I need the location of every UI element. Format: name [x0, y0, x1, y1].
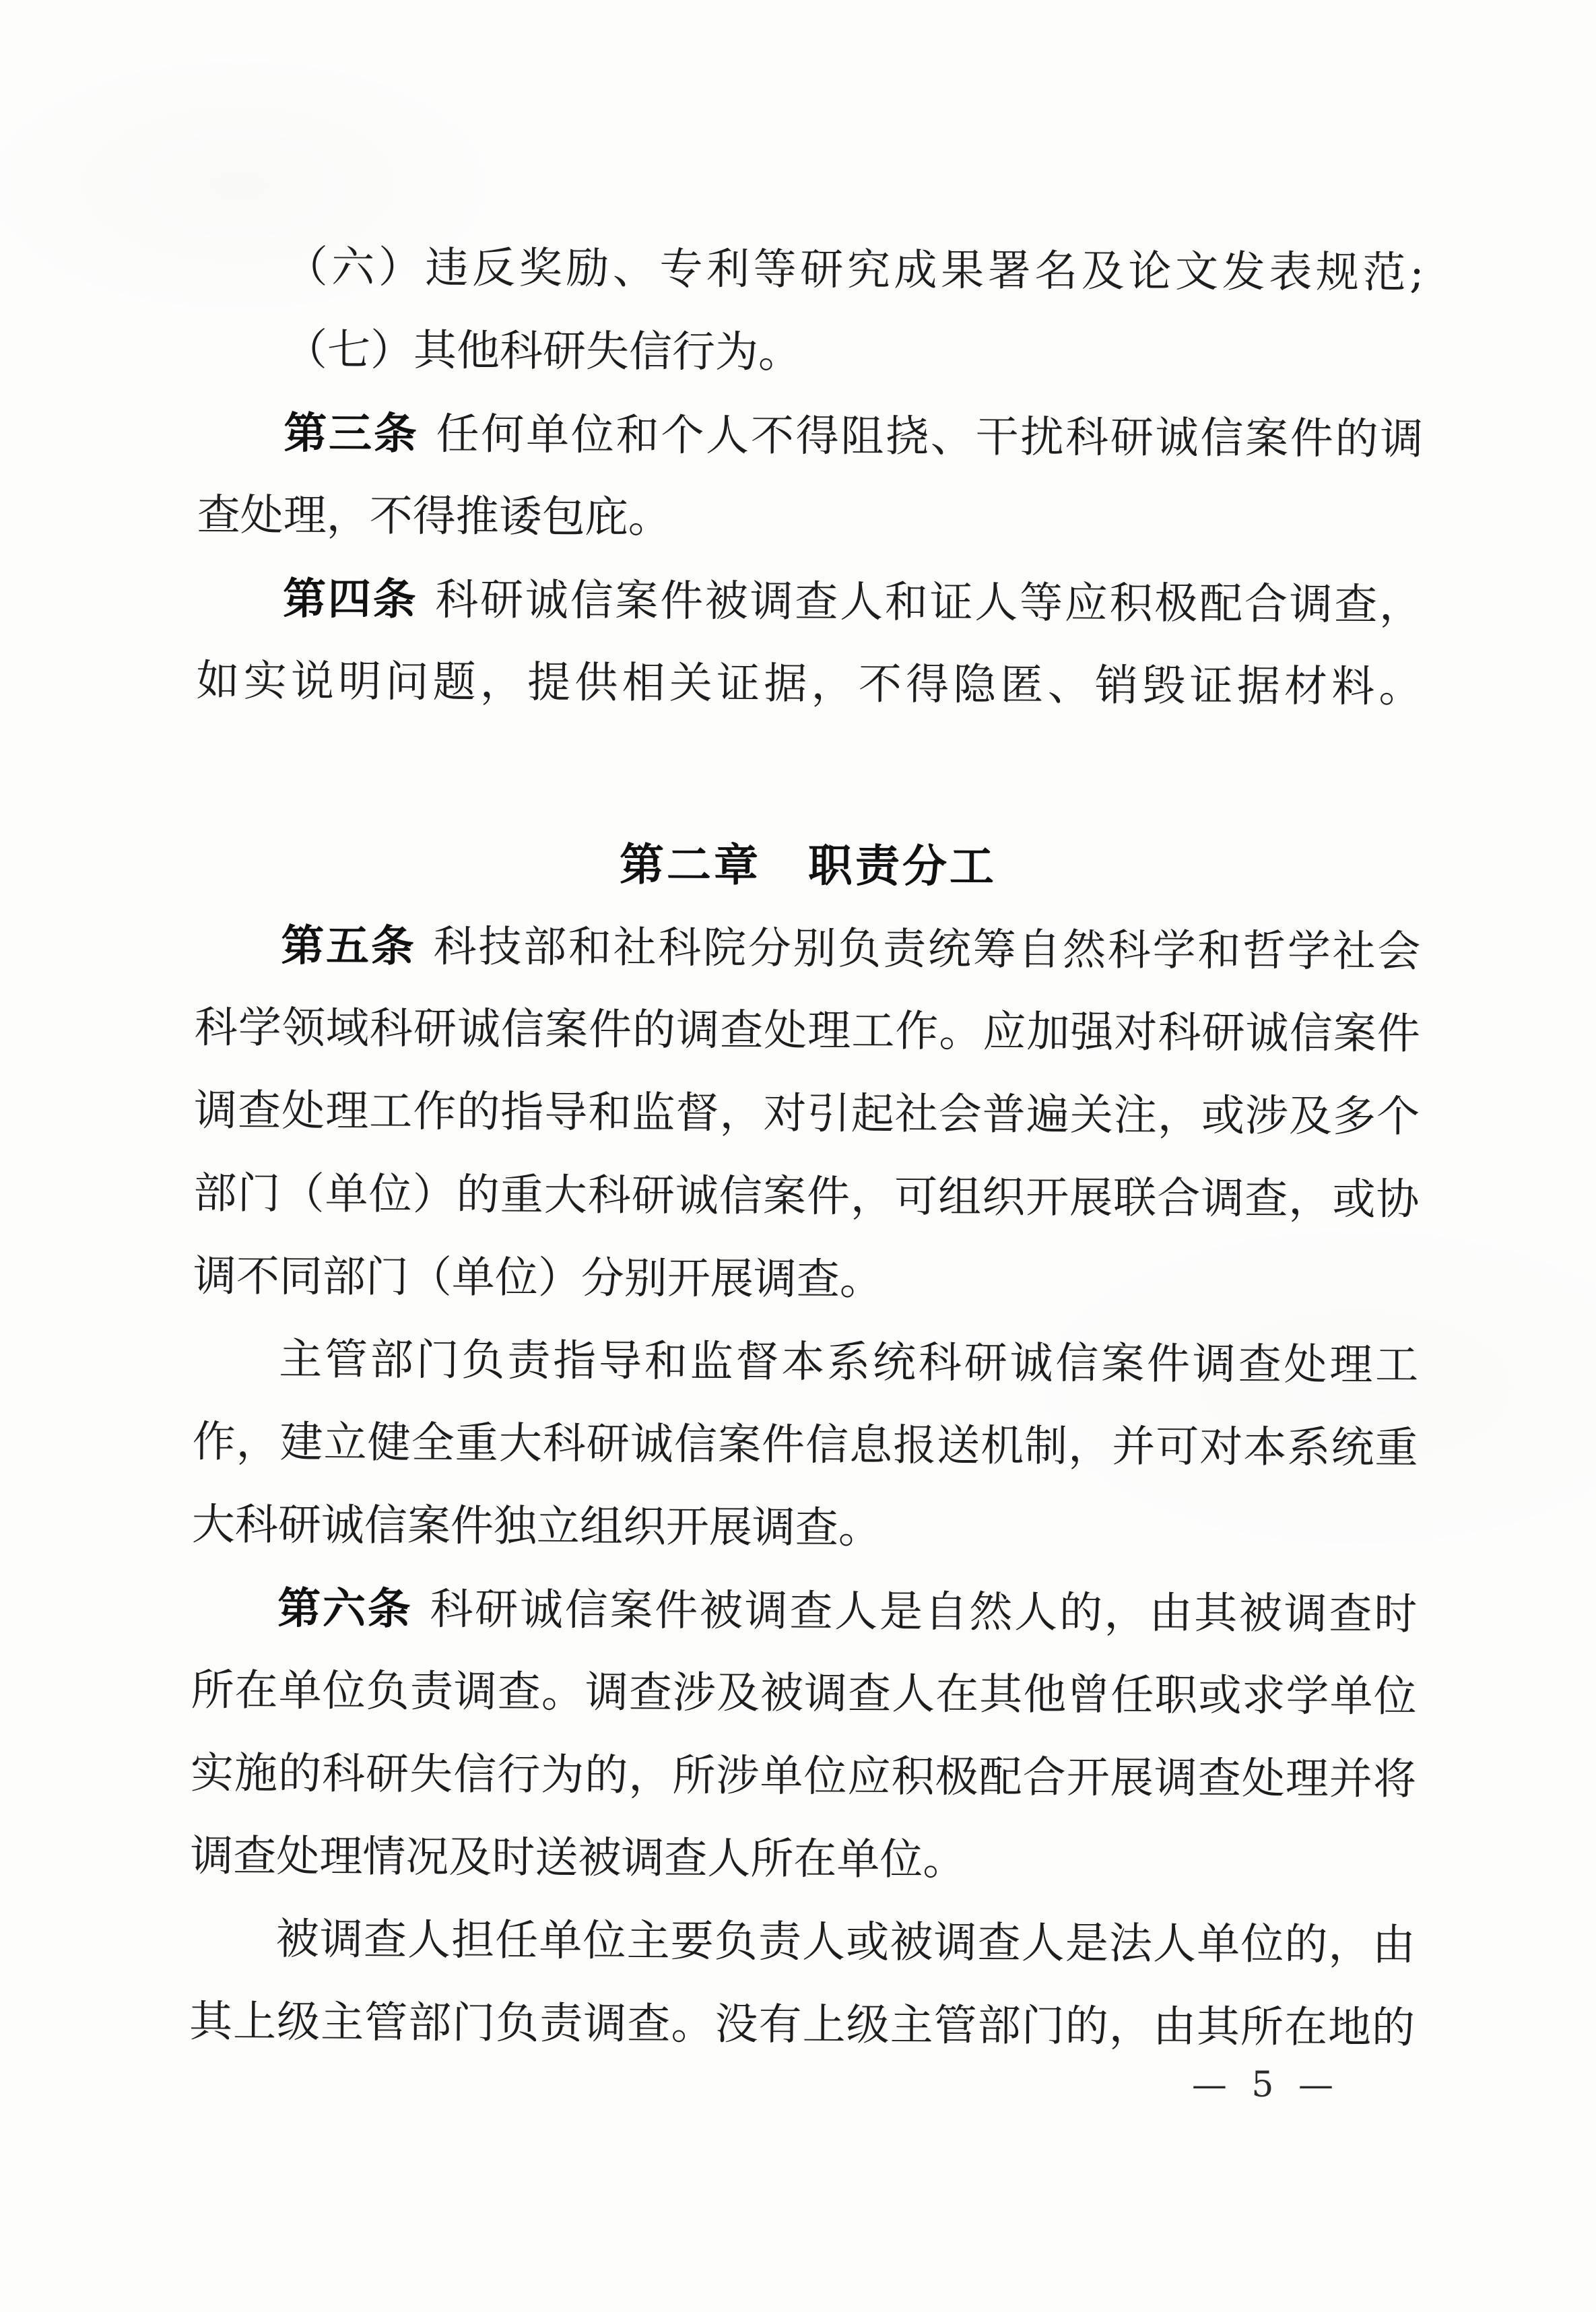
line-text: 调查处理情况及时送被调查人所在单位。 — [190, 1831, 966, 1886]
chapter-heading-text: 第二章 职责分工 — [619, 839, 997, 892]
text-line — [193, 1318, 1419, 1408]
text-line — [194, 987, 1420, 1076]
text-line — [198, 308, 1424, 398]
text-line — [192, 1484, 1418, 1573]
article-number: 第四条 — [282, 574, 418, 624]
chapter-heading — [195, 821, 1422, 911]
line-text: 作，建立健全重大科研诚信案件信息报送机制，并可对本系统重 — [192, 1417, 1418, 1474]
line-text: 如实说明问题，提供相关证据，不得隐匿、销毁证据材料。 — [196, 656, 1422, 713]
line-text: 科研诚信案件被调查人和证人等应积极配合调查， — [435, 575, 1423, 630]
text-line — [192, 1401, 1418, 1490]
text-line — [195, 904, 1421, 993]
line-text: （七）其他科研失信行为。 — [284, 325, 802, 378]
article-number: 第六条 — [277, 1583, 413, 1633]
text-line — [191, 1649, 1417, 1739]
page-number-text: — 5 — — [1191, 2065, 1340, 2105]
article-number: 第三条 — [284, 408, 419, 458]
text-line — [197, 557, 1423, 647]
text-line — [191, 1566, 1418, 1656]
text-line — [193, 1235, 1420, 1325]
line-text: 调不同部门（单位）分别开展调查。 — [193, 1251, 884, 1305]
document-body — [189, 226, 1424, 2070]
line-text: 主管部门负责指导和监督本系统科研诚信案件调查处理工 — [279, 1334, 1419, 1391]
line-text: （六）违反奖励、专利等研究成果署名及论文发表规范; — [284, 242, 1424, 298]
line-text: 查处理，不得推诿包庇。 — [197, 490, 671, 543]
line-text: 任何单位和个人不得阻挠、干扰科研诚信案件的调 — [436, 409, 1424, 465]
text-line — [197, 391, 1424, 481]
line-text: 大科研诚信案件独立组织开展调查。 — [191, 1500, 882, 1554]
line-text: 所在单位负责调查。调查涉及被调查人在其他曾任职或求学单位 — [191, 1665, 1417, 1722]
text-line — [194, 1069, 1420, 1159]
line-text: 科技部和社科院分别负责统筹自然科学和哲学社会 — [433, 922, 1421, 977]
text-line — [193, 1152, 1420, 1242]
line-text: 被调查人担任单位主要负责人或被调查人是法人单位的，由 — [275, 1914, 1416, 1971]
text-line — [190, 1815, 1416, 1905]
text-line — [197, 474, 1423, 564]
line-text: 调查处理工作的指导和监督，对引起社会普遍关注，或涉及多个 — [193, 1086, 1420, 1142]
page-number — [1192, 2051, 1340, 2119]
line-text: 科学领域科研诚信案件的调查处理工作。应加强对科研诚信案件 — [194, 1003, 1420, 1059]
line-text: 科研诚信案件被调查人是自然人的，由其被调查时 — [430, 1585, 1418, 1640]
line-text: 其上级主管部门负责调查。没有上级主管部门的，由其所在地的 — [189, 1997, 1416, 2053]
text-line — [196, 640, 1422, 729]
line-text: 实施的科研失信行为的，所涉单位应积极配合开展调查处理并将 — [190, 1748, 1417, 1805]
text-line — [198, 226, 1424, 315]
article-number: 第五条 — [281, 921, 416, 970]
text-line — [189, 1898, 1416, 1987]
text-line — [191, 1732, 1417, 1822]
line-text: 部门（单位）的重大科研诚信案件，可组织开展联合调查，或协 — [193, 1168, 1420, 1225]
